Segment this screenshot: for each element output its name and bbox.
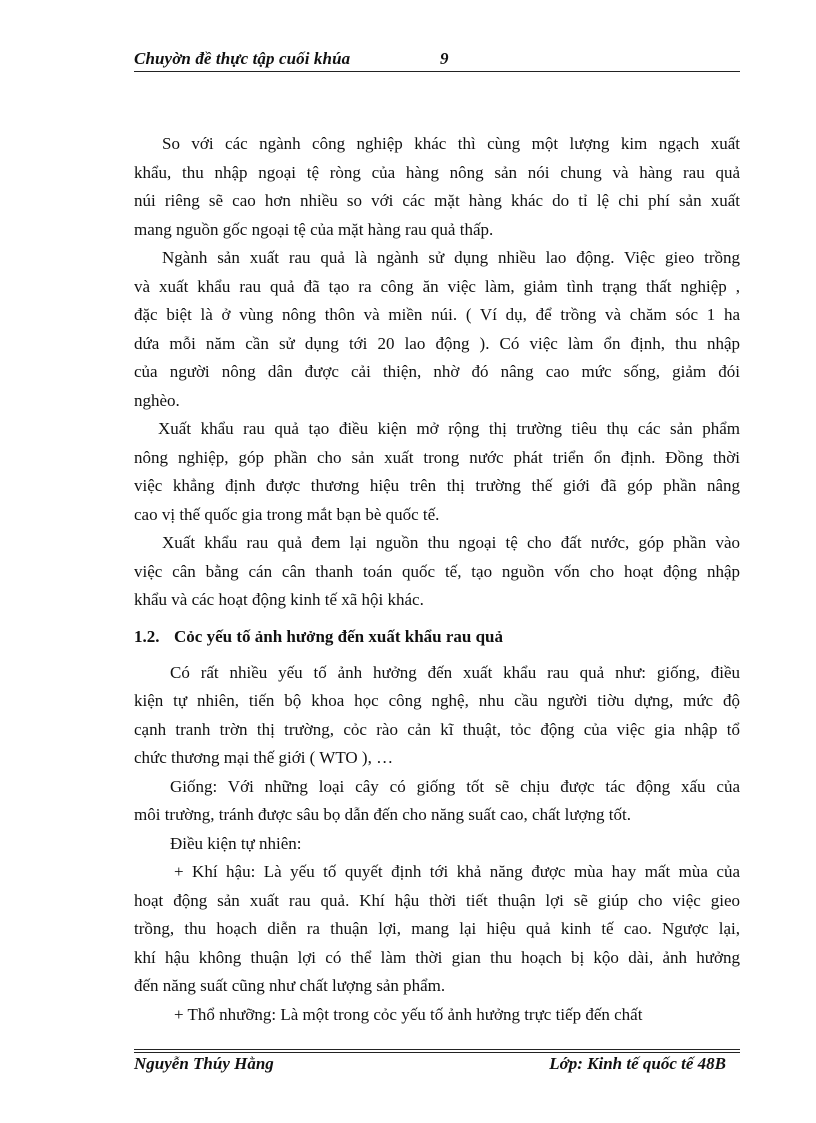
paragraph-3 — [134, 415, 740, 529]
page-number: 9 — [440, 49, 449, 68]
header-rule — [134, 71, 740, 72]
text-line: cao vị thế quốc gia trong mắt bạn bè quốc tế. — [134, 504, 440, 524]
text-line: việc cân bằng cán cân thanh toán quốc tế, tạo nguồn vốn cho hoạt động nhập — [134, 561, 740, 581]
section-heading — [134, 623, 740, 651]
text-line: khẩu, thu nhập ngoại tệ ròng của hàng nông sản nói chung và hàng rau quả — [134, 162, 740, 182]
paragraph-9 — [134, 1001, 740, 1030]
text-line: đặc biệt là ở vùng nông thôn và miền núi. ( Ví dụ, để trồng và chăm sóc 1 ha — [134, 305, 740, 324]
text-line: Xuất khẩu rau quả tạo điều kiện mở rộng thị trường tiêu thụ các sản phẩm — [158, 419, 740, 438]
text-line: Giống: Với những loại cây có giống tốt sẽ chịu được tác động xấu của — [170, 776, 740, 796]
text-line: dứa mỗi năm cần sử dụng tới 20 lao động ). Có việc làm ổn định, thu nhập — [134, 333, 740, 353]
section-title: Cỏc yếu tố ảnh hưởng đến xuất khẩu rau quả — [174, 626, 504, 646]
text-line: + Khí hậu: Là yếu tố quyết định tới khả năng được mùa hay mất mùa của — [174, 862, 740, 881]
paragraph-4 — [134, 529, 740, 615]
text-line: Điều kiện tự nhiên: — [170, 833, 302, 853]
text-line: nghèo. — [134, 390, 180, 410]
text-line: Xuất khẩu rau quả đem lại nguồn thu ngoại tệ cho đất nước, góp phần vào — [162, 533, 740, 552]
text-line: cạnh tranh trờn thị trường, cỏc rào cản kĩ thuật, tỏc động của việc gia nhập tổ — [134, 719, 740, 739]
text-line: mang nguồn gốc ngoại tệ của mặt hàng rau quả thấp. — [134, 219, 494, 239]
text-line: Có rất nhiều yếu tố ảnh hưởng đến xuất khẩu rau quả như: giống, điều — [170, 662, 740, 682]
text-line: môi trường, tránh được sâu bọ dẫn đến cho năng suất cao, chất lượng tốt. — [134, 805, 631, 824]
text-line: chức thương mại thế giới ( WTO ), … — [134, 748, 394, 767]
text-line: việc khẳng định được thương hiệu trên thị trường thế giới đã góp phần nâng — [134, 476, 740, 495]
page-footer — [134, 1054, 740, 1078]
page-header — [134, 48, 740, 72]
text-line: Ngành sản xuất rau quả là ngành sử dụng nhiều lao động. Việc gieo trồng — [162, 248, 740, 267]
paragraph-6 — [134, 773, 740, 830]
section-number: 1.2. — [134, 626, 160, 646]
header-title: Chuyờn đề thực tập cuối khúa — [134, 49, 351, 68]
text-line: + Thổ nhưỡng: Là một trong cỏc yếu tố ảnh hưởng trực tiếp đến chất — [174, 1004, 643, 1024]
text-line: khẩu và các hoạt động kinh tế xã hội khác. — [134, 590, 424, 609]
paragraph-2 — [134, 244, 740, 415]
text-line: và xuất khẩu rau quả đã tạo ra công ăn việc làm, giảm tình trạng thất nghiệp , — [134, 276, 740, 296]
text-line: đến năng suất cũng như chất lượng sản phẩm. — [134, 976, 446, 995]
paragraph-5 — [134, 659, 740, 773]
footer-rule — [134, 1052, 740, 1053]
paragraph-8 — [134, 858, 740, 1001]
text-line: kiện tự nhiên, tiến bộ khoa học công nghệ, nhu cầu người tiờu dựng, mức độ — [134, 691, 740, 710]
paragraph-1 — [134, 130, 740, 244]
text-line: khí hậu không thuận lợi có thể làm thời gian thu hoạch bị kộo dài, ảnh hưởng — [134, 947, 740, 967]
footer-class: Lớp: Kinh tế quốc tế 48B — [549, 1054, 726, 1073]
text-line: So với các ngành công nghiệp khác thì cùng một lượng kim ngạch xuất — [162, 134, 740, 153]
document-body — [134, 130, 740, 1029]
text-line: nông nghiệp, góp phần cho sản xuất trong nước phát triển ổn định. Đồng thời — [134, 447, 740, 467]
text-line: trồng, thu hoạch diễn ra thuận lợi, mang lại hiệu quả kinh tế cao. Ngược lại, — [134, 919, 740, 938]
text-line: hoạt động sản xuất rau quả. Khí hậu thời tiết thuận lợi sẽ giúp cho việc gieo — [134, 890, 740, 910]
text-line: của người nông dân được cải thiện, nhờ đó nâng cao mức sống, giảm đói — [134, 362, 740, 381]
footer-author: Nguyễn Thúy Hằng — [134, 1054, 274, 1073]
paragraph-7 — [134, 830, 740, 859]
footer-rule — [134, 1049, 740, 1050]
text-line: núi riêng sẽ cao hơn nhiều so với các mặt hàng khác do tỉ lệ chi phí sản xuất — [134, 191, 740, 210]
